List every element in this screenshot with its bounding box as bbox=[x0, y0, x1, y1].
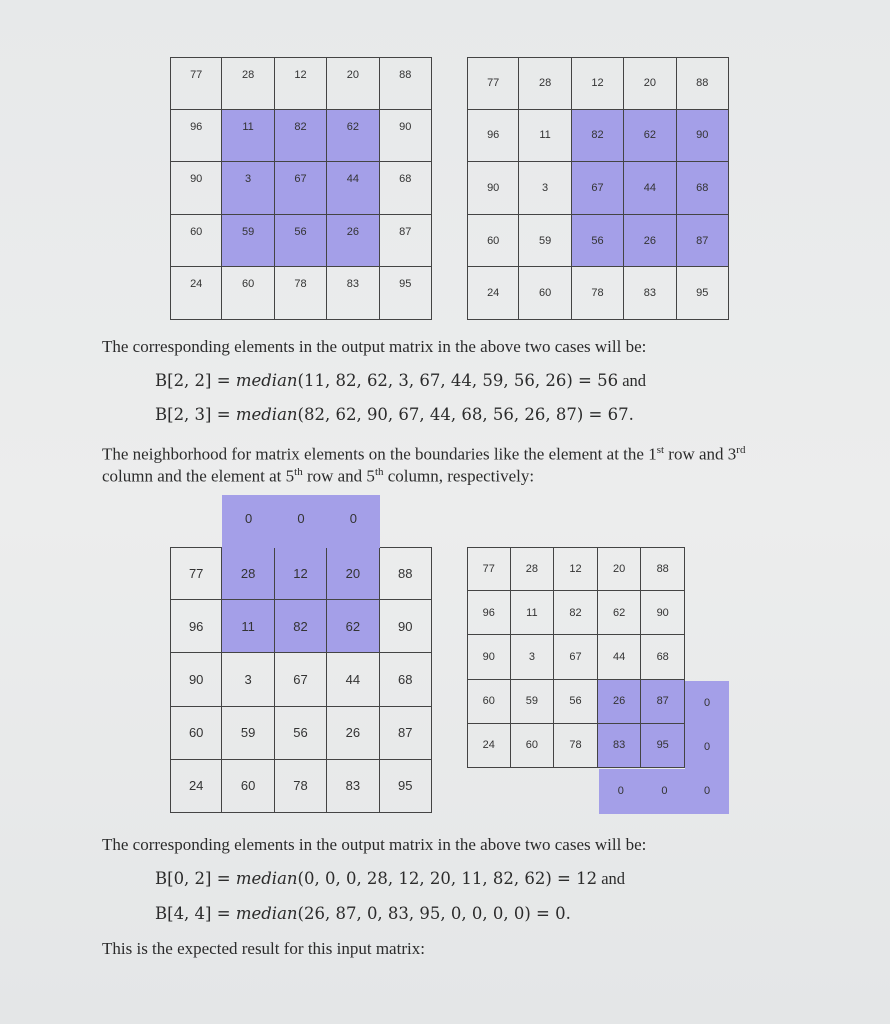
matrix-cell: 56 bbox=[554, 680, 598, 724]
matrix-cell: 3 bbox=[222, 162, 274, 215]
matrix-cell: 24 bbox=[170, 267, 222, 320]
matrix-cell: 78 bbox=[275, 760, 327, 813]
padding-zero-value: 0 bbox=[661, 784, 668, 797]
matrix-cell: 90 bbox=[170, 162, 222, 215]
matrix-cell: 59 bbox=[222, 215, 274, 268]
matrix-cell: 77 bbox=[467, 547, 511, 591]
matrix-cell: 77 bbox=[170, 57, 222, 110]
matrix-cell: 88 bbox=[380, 57, 432, 110]
matrix-cell: 90 bbox=[170, 653, 222, 706]
matrix-cell: 60 bbox=[222, 267, 274, 320]
matrix-cell: 90 bbox=[641, 591, 685, 635]
matrix-cell: 67 bbox=[554, 635, 598, 679]
matrix-cell: 95 bbox=[380, 760, 432, 813]
matrix-cell: 78 bbox=[572, 267, 624, 320]
matrix-cell: 82 bbox=[275, 110, 327, 163]
matrix-cell: 12 bbox=[572, 57, 624, 110]
matrix-cell: 28 bbox=[511, 547, 555, 591]
matrix-cell: 68 bbox=[380, 162, 432, 215]
matrix-cell: 44 bbox=[327, 653, 379, 706]
matrix-cell: 60 bbox=[519, 267, 571, 320]
matrix-cell: 67 bbox=[572, 162, 624, 215]
matrix-cell: 90 bbox=[380, 110, 432, 163]
explanation-line-2: The corresponding elements in the output matrix in the above two cases will be: bbox=[102, 835, 647, 854]
matrix-cell: 96 bbox=[170, 110, 222, 163]
matrix-cell: 59 bbox=[511, 680, 555, 724]
matrix-cell: 95 bbox=[677, 267, 729, 320]
matrix-cell: 83 bbox=[598, 724, 642, 768]
closing-line: This is the expected result for this input matrix: bbox=[102, 939, 425, 958]
matrix-cell: 95 bbox=[641, 724, 685, 768]
matrix-cell: 24 bbox=[170, 760, 222, 813]
matrix-cell: 26 bbox=[598, 680, 642, 724]
matrix-cell: 90 bbox=[467, 162, 519, 215]
matrix-cell: 68 bbox=[641, 635, 685, 679]
equation-b23: B[2, 3] = median(82, 62, 90, 67, 44, 68, 56, 26, 87) = 67. bbox=[155, 405, 634, 424]
matrix-cell: 68 bbox=[380, 653, 432, 706]
matrix-cell: 77 bbox=[170, 547, 222, 600]
matrix-cell: 28 bbox=[519, 57, 571, 110]
matrix-cell: 12 bbox=[275, 547, 327, 600]
matrix-cell: 87 bbox=[677, 215, 729, 268]
matrix-cell: 60 bbox=[170, 707, 222, 760]
equation-b02: B[0, 2] = median(0, 0, 0, 28, 12, 20, 11, 82, 62) = 12 and bbox=[155, 869, 626, 888]
matrix-cell: 83 bbox=[327, 267, 379, 320]
matrix-cell: 78 bbox=[554, 724, 598, 768]
matrix-cell: 59 bbox=[519, 215, 571, 268]
matrix-cell: 11 bbox=[222, 110, 274, 163]
matrix-cell: 67 bbox=[275, 162, 327, 215]
matrix-cell: 68 bbox=[677, 162, 729, 215]
matrix-cell: 96 bbox=[467, 591, 511, 635]
matrix-cell: 12 bbox=[275, 57, 327, 110]
matrix-cell: 90 bbox=[467, 635, 511, 679]
matrix-bottom-left-padded bbox=[170, 547, 432, 813]
padding-zero-value: 0 bbox=[703, 784, 711, 797]
matrix-cell: 3 bbox=[511, 635, 555, 679]
matrix-cell: 11 bbox=[222, 600, 274, 653]
matrix-cell: 82 bbox=[275, 600, 327, 653]
explanation-line-1: The corresponding elements in the output matrix in the above two cases will be: bbox=[102, 337, 647, 356]
matrix-cell: 59 bbox=[222, 707, 274, 760]
matrix-cell: 83 bbox=[327, 760, 379, 813]
matrix-cell: 95 bbox=[380, 267, 432, 320]
matrix-cell: 88 bbox=[641, 547, 685, 591]
matrix-cell: 11 bbox=[519, 110, 571, 163]
matrix-cell: 88 bbox=[677, 57, 729, 110]
padding-zero-value: 0 bbox=[703, 740, 711, 753]
matrix-cell: 44 bbox=[598, 635, 642, 679]
matrix-cell: 20 bbox=[598, 547, 642, 591]
matrix-cell: 77 bbox=[467, 57, 519, 110]
matrix-cell: 60 bbox=[467, 680, 511, 724]
matrix-cell: 87 bbox=[641, 680, 685, 724]
matrix-cell: 3 bbox=[519, 162, 571, 215]
matrix-cell: 12 bbox=[554, 547, 598, 591]
matrix-cell: 83 bbox=[624, 267, 676, 320]
matrix-cell: 88 bbox=[380, 547, 432, 600]
matrix-cell: 24 bbox=[467, 267, 519, 320]
matrix-cell: 90 bbox=[677, 110, 729, 163]
equation-b22: B[2, 2] = median(11, 82, 62, 3, 67, 44, 59, 56, 26) = 56 and bbox=[155, 371, 647, 390]
matrix-cell: 20 bbox=[327, 57, 379, 110]
matrix-bottom-right-padded bbox=[467, 547, 685, 768]
boundary-explanation-line-1: The neighborhood for matrix elements on the boundaries like the element at the 1st row and 3rd bbox=[102, 444, 746, 464]
matrix-cell: 28 bbox=[222, 547, 274, 600]
matrix-cell: 67 bbox=[275, 653, 327, 706]
padding-zero-value: 0 bbox=[349, 511, 357, 526]
matrix-cell: 62 bbox=[327, 110, 379, 163]
matrix-top-right bbox=[467, 57, 729, 320]
matrix-cell: 87 bbox=[380, 707, 432, 760]
matrix-cell: 20 bbox=[624, 57, 676, 110]
matrix-cell: 26 bbox=[327, 707, 379, 760]
padding-zero-value: 0 bbox=[703, 696, 711, 709]
matrix-cell: 87 bbox=[380, 215, 432, 268]
padding-zero-value: 0 bbox=[244, 511, 253, 526]
matrix-cell: 24 bbox=[467, 724, 511, 768]
matrix-cell: 56 bbox=[275, 215, 327, 268]
equation-b44: B[4, 4] = median(26, 87, 0, 83, 95, 0, 0, 0, 0) = 0. bbox=[155, 904, 571, 923]
matrix-cell: 78 bbox=[275, 267, 327, 320]
matrix-cell: 11 bbox=[511, 591, 555, 635]
matrix-cell: 62 bbox=[598, 591, 642, 635]
matrix-cell: 82 bbox=[554, 591, 598, 635]
matrix-cell: 56 bbox=[572, 215, 624, 268]
padding-zero-value: 0 bbox=[617, 784, 624, 797]
matrix-cell: 90 bbox=[380, 600, 432, 653]
matrix-cell: 62 bbox=[624, 110, 676, 163]
matrix-cell: 60 bbox=[170, 215, 222, 268]
matrix-cell: 96 bbox=[467, 110, 519, 163]
matrix-cell: 60 bbox=[511, 724, 555, 768]
matrix-cell: 62 bbox=[327, 600, 379, 653]
matrix-cell: 56 bbox=[275, 707, 327, 760]
matrix-cell: 44 bbox=[624, 162, 676, 215]
matrix-cell: 3 bbox=[222, 653, 274, 706]
boundary-explanation-line-2: column and the element at 5th row and 5th column, respectively: bbox=[102, 466, 535, 486]
matrix-cell: 26 bbox=[327, 215, 379, 268]
matrix-cell: 20 bbox=[327, 547, 379, 600]
matrix-top-left bbox=[170, 57, 432, 320]
matrix-cell: 82 bbox=[572, 110, 624, 163]
matrix-cell: 96 bbox=[170, 600, 222, 653]
matrix-cell: 26 bbox=[624, 215, 676, 268]
matrix-cell: 44 bbox=[327, 162, 379, 215]
matrix-cell: 28 bbox=[222, 57, 274, 110]
matrix-cell: 60 bbox=[467, 215, 519, 268]
padding-zero-value: 0 bbox=[297, 511, 305, 526]
matrix-cell: 60 bbox=[222, 760, 274, 813]
